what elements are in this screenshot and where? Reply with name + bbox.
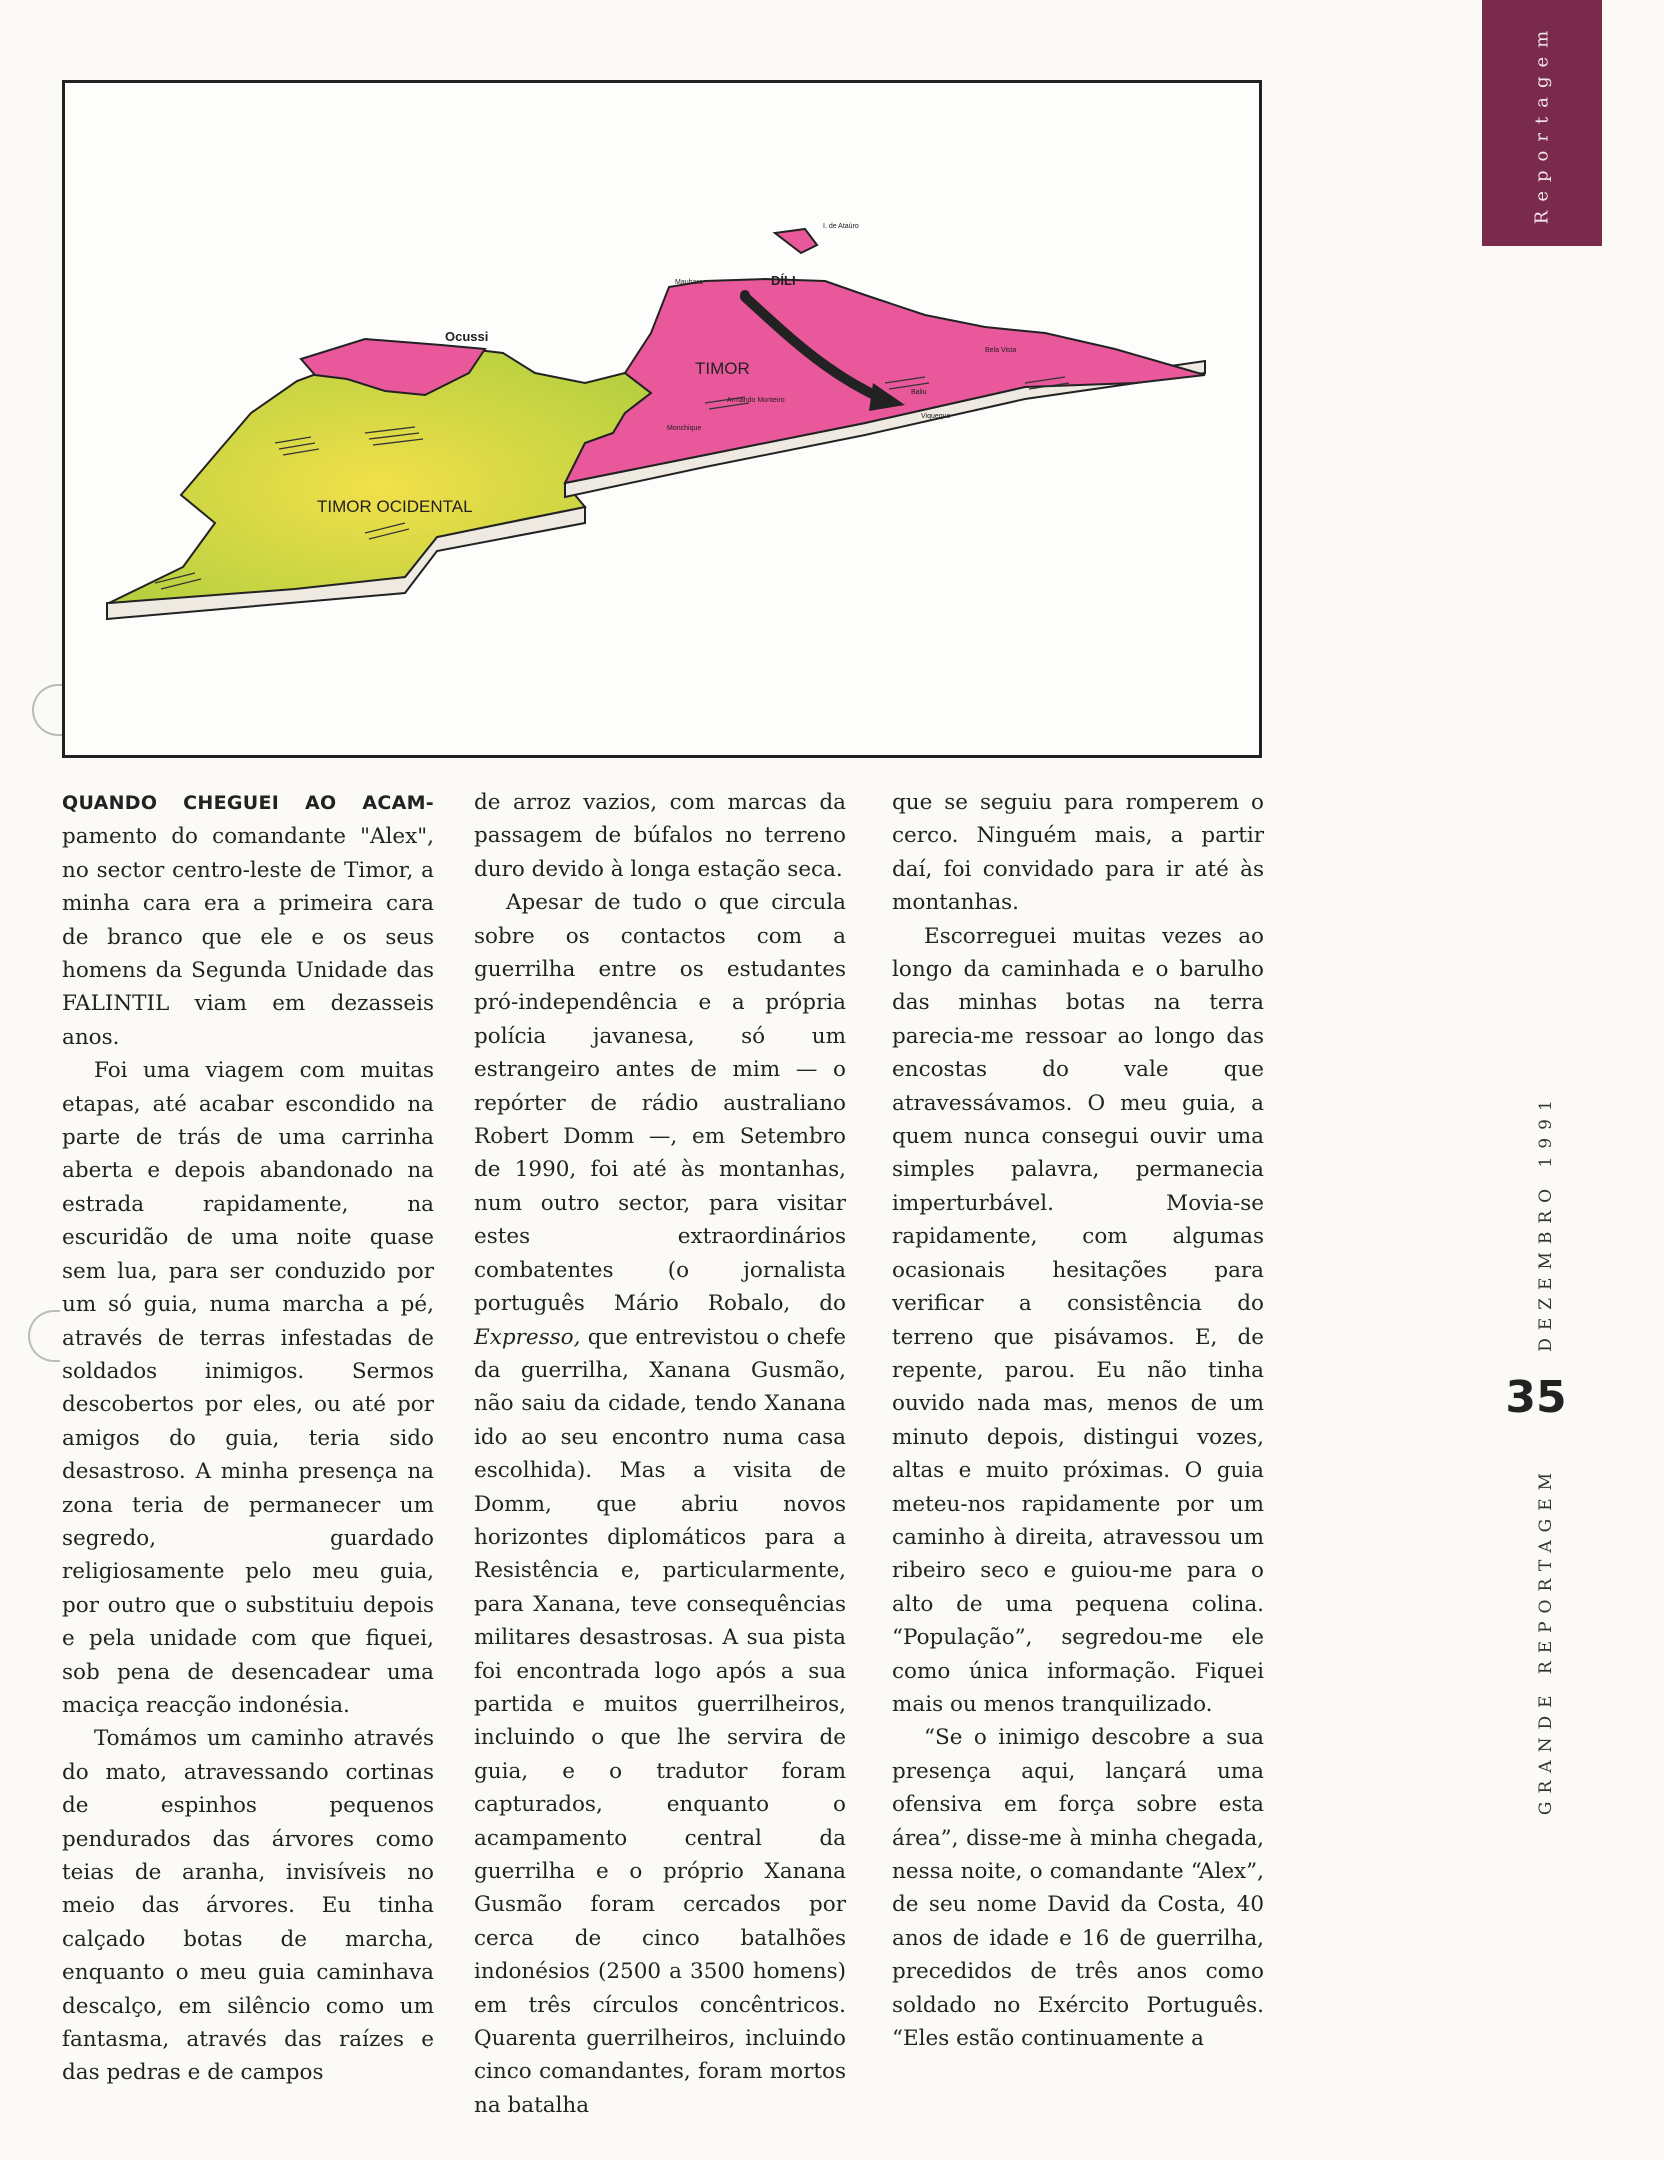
paragraph: Tomámos um caminho através do mato, atravessando cortinas de espinhos pequenos pendurados das árvores como teias de aranha, invisíveis no meio das árvores. Eu tinha calçado botas de marcha, enquanto o meu guia caminhava descalço, em silêncio como um fantasma, através das raízes e das pedras e de campos <box>62 1726 434 2086</box>
paragraph-text: pamento do comandante "Alex", no sector centro-leste de Timor, a minha cara era a primeira cara de branco que ele e os seus homens da Segunda Unidade das FALINTIL viam em dezasseis anos. <box>62 824 434 1050</box>
map-label-atauro: I. de Ataúro <box>823 223 859 230</box>
map-label-dili: DÍLI <box>771 273 796 288</box>
paragraph <box>474 886 846 2122</box>
map-label-armando-monteiro: Armando Monteiro <box>727 397 785 404</box>
lead-in: QUANDO CHEGUEI AO ACAM- <box>62 792 434 814</box>
publication-name: Expresso, <box>474 1324 581 1350</box>
article-column-3 <box>892 786 1264 2055</box>
timor-map <box>62 80 1262 758</box>
issue-date: DEZEMBRO 1991 <box>1536 1092 1556 1352</box>
binder-hole-mark <box>32 684 64 736</box>
section-tab-label: Reportagem <box>1531 21 1553 225</box>
map-label-baliu: Baliu <box>911 389 927 396</box>
binder-hole-mark <box>28 1310 60 1362</box>
map-label-timor-ocidental: TIMOR OCIDENTAL <box>317 497 473 516</box>
paragraph <box>62 786 434 1054</box>
paragraph: que se seguiu para romperem o cerco. Ninguém mais, a partir daí, foi convidado para ir até às montanhas. <box>892 790 1264 916</box>
east-timor-region <box>565 279 1205 483</box>
article-column-1 <box>62 786 434 2090</box>
paragraph: de arroz vazios, com marcas da passagem de búfalos no terreno duro devido à longa estação seca. <box>474 790 846 882</box>
map-label-maubara: Maubara <box>675 279 703 286</box>
paragraph: Foi uma viagem com muitas etapas, até acabar escondido na parte de trás de uma carrinha aberta e depois abandonado na estrada rapidamente, na escuridão de uma noite quase sem lua, para ser conduzido por um só guia, numa marcha a pé, através de terras infestadas de soldados inimigos. Sermos descobertos por eles, ou até por amigos do guia, teria sido desastroso. A minha presença na zona teria de permanecer um segredo, guardado religiosamente pelo meu guia, por outro que o substituiu depois e pela unidade com que fiquei, sob pena de desencadear uma maciça reacção indonésia. <box>62 1058 434 1718</box>
article-column-2 <box>474 786 846 2122</box>
map-illustration <box>65 83 1259 755</box>
dili-marker <box>740 290 750 300</box>
map-label-monchique: Monchique <box>667 425 702 432</box>
paragraph-text: que entrevistou o chefe da guerrilha, Xanana Gusmão, não saiu da cidade, tendo Xanana ido ao seu encontro numa casa escolhida). Mas a visita de Domm, que abriu novos horizontes diplomáticos para a Resistência e, particularmente, para Xanana, teve consequências militares desastrosas. A sua pista foi encontrada logo após a sua partida e muitos guerrilheiros, incluindo o que lhe servira de guia, e o tradutor foram capturados, enquanto o acampamento central da guerrilha e o próprio Xanana Gusmão foram cercados por cerca de cinco batalhões indonésios (2500 a 3500 homens) em três círculos concêntricos. Quarenta guerrilheiros, incluindo cinco comandantes, foram mortos na batalha <box>474 1324 846 2118</box>
map-label-bela-vista: Bela Vista <box>985 347 1017 354</box>
atauro-island <box>775 229 817 253</box>
paragraph: “Se o inimigo descobre a sua presença aqui, lançará uma ofensiva em força sobre esta área”, disse-me à minha chegada, nessa noite, o comandante “Alex”, de seu nome David da Costa, 40 anos de idade e 16 de guerrilha, precedidos de três anos como soldado no Exército Português. “Eles estão continuamente a <box>892 1725 1264 2052</box>
magazine-title: GRANDE REPORTAGEM <box>1536 1464 1556 1816</box>
paragraph: Escorreguei muitas vezes ao longo da caminhada e o barulho das minhas botas na terra parecia-me ressoar ao longo das encostas do vale que atravessávamos. O meu guia, a quem nunca consegui ouvir uma simples palavra, permanecia imperturbável. Movia-se rapidamente, com algumas ocasionais hesitações para verificar a consistência do terreno que pisávamos. E, de repente, parou. Eu não tinha ouvido nada mas, menos de um minuto depois, distingui vozes, altas e muito próximas. O guia meteu-nos rapidamente por um caminho à direita, atravessou um ribeiro seco e guiou-me para o alto de uma pequena colina. “População”, segredou-me ele como única informação. Fiquei mais ou menos tranquilizado. <box>892 923 1264 1717</box>
page-number: 35 <box>1505 1372 1567 1423</box>
map-label-ocussi: Ocussi <box>445 329 489 344</box>
paragraph-text: Apesar de tudo o que circula sobre os contactos com a guerrilha entre os estudantes pró-independência e a própria polícia javanesa, só um estrangeiro antes de mim — o repórter de rádio australiano Robert Domm —, em Setembro de 1990, foi até às montanhas, num outro sector, para visitar estes extraordinários combatentes (o jornalista português Mário Robalo, do <box>474 890 846 1317</box>
map-label-viqueque: Viqueque <box>921 413 951 420</box>
map-label-timor: TIMOR <box>695 359 750 378</box>
